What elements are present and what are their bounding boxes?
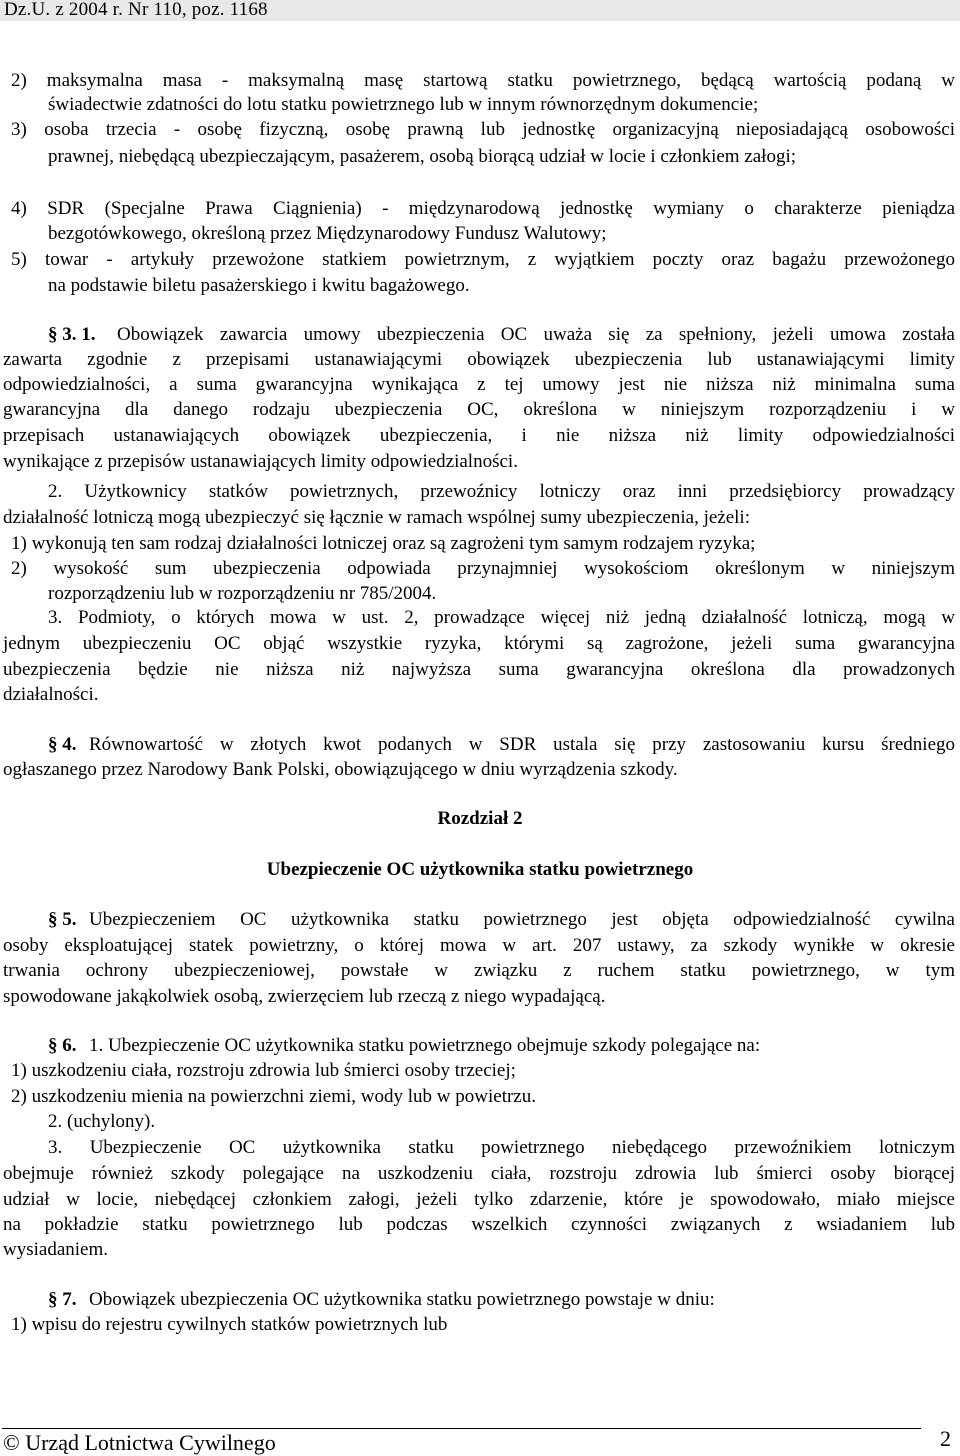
text-line: odpowiedzialności, a suma gwarancyjna wynikająca z tej umowy jest nie niższa niż minimalna suma: [3, 374, 955, 395]
text-line: ogłaszanego przez Narodowy Bank Polski, obowiązującego w dniu wyrządzenia szkody.: [3, 759, 678, 780]
text-line: ubezpieczenia będzie nie niższa niż najwyższa suma gwarancyjna określona dla prowadzonych: [3, 659, 955, 680]
chapter-title: Ubezpieczenie OC użytkownika statku powietrznego: [266, 859, 694, 880]
text-line: Ubezpieczeniem OC użytkownika statku powietrznego jest objęta odpowiedzialność cywilna: [89, 909, 955, 930]
section-number: § 7.: [48, 1289, 77, 1310]
text-line: na pokładzie statku powietrznego lub podczas wszelkich czynności związanych z wsiadaniem lub: [3, 1214, 955, 1235]
page-header: [0, 0, 960, 21]
text-line: 1) wpisu do rejestru cywilnych statków powietrznych lub: [11, 1314, 448, 1335]
text-line: na podstawie biletu pasażerskiego i kwitu bagażowego.: [48, 275, 470, 296]
text-line: 2) uszkodzeniu mienia na powierzchni ziemi, wody lub w powietrzu.: [11, 1086, 536, 1107]
text-line: 2) maksymalna masa - maksymalną masę startową statku powietrznego, będącą wartością podaną w: [11, 70, 955, 91]
text-line: Równowartość w złotych kwot podanych w SDR ustala się przy zastosowaniu kursu średniego: [89, 734, 955, 755]
section-number: § 6.: [48, 1035, 77, 1056]
text-line: 4) SDR (Specjalne Prawa Ciągnienia) - międzynarodową jednostkę wymiany o charakterze pieniądza: [11, 198, 955, 219]
text-line: działalność lotniczą mogą ubezpieczyć się łącznie w ramach wspólnej sumy ubezpieczenia, jeżeli:: [3, 507, 750, 528]
section-number: § 4.: [48, 734, 77, 755]
text-line: przepisach ustanawiających obowiązek ubezpieczenia, i nie niższa niż limity odpowiedzialności: [3, 425, 955, 446]
section-number: § 5.: [48, 909, 77, 930]
text-line: gwarancyjna dla danego rodzaju ubezpieczenia OC, określona w niniejszym rozporządzeniu i w: [3, 399, 955, 420]
section-number: § 3. 1.: [48, 324, 96, 345]
text-line: świadectwie zdatności do lotu statku powietrznego lub w innym równorzędnym dokumencie;: [48, 94, 759, 115]
text-line: wynikające z przepisów ustanawiających limity odpowiedzialności.: [3, 451, 518, 472]
text-line: 2. Użytkownicy statków powietrznych, przewoźnicy lotniczy oraz inni przedsiębiorcy prowadzący: [48, 481, 955, 502]
text-line: rozporządzeniu lub w rozporządzeniu nr 785/2004.: [48, 583, 437, 604]
header-citation: Dz.U. z 2004 r. Nr 110, poz. 1168: [4, 0, 268, 20]
text-line: spowodowane jakąkolwiek osobą, zwierzęciem lub rzeczą z niego wypadającą.: [3, 986, 606, 1007]
text-line: prawnej, niebędącą ubezpieczającym, pasażerem, osobą biorącą udział w locie i członkiem załogi;: [48, 146, 797, 167]
text-line: 5) towar - artykuły przewożone statkiem powietrznym, z wyjątkiem poczty oraz bagażu przewożonego: [11, 249, 955, 270]
text-line: obejmuje również szkody polegające na uszkodzeniu ciała, rozstroju zdrowia lub śmierci osoby biorącej: [3, 1163, 955, 1184]
text-line: wysiadaniem.: [3, 1239, 109, 1260]
text-line: 3. Ubezpieczenie OC użytkownika statku powietrznego niebędącego przewoźnikiem lotniczym: [48, 1137, 955, 1158]
text-line: działalności.: [3, 684, 99, 705]
text-line: 1. Ubezpieczenie OC użytkownika statku powietrznego obejmuje szkody polegające na:: [89, 1035, 761, 1056]
text-line: Obowiązek ubezpieczenia OC użytkownika statku powietrznego powstaje w dniu:: [89, 1289, 715, 1310]
text-line: bezgotówkowego, określoną przez Międzynarodowy Fundusz Walutowy;: [48, 223, 607, 244]
text-line: 2) wysokość sum ubezpieczenia odpowiada przynajmniej wysokościom określonym w niniejszym: [11, 558, 955, 579]
text-line: jednym ubezpieczeniu OC objąć wszystkie ryzyka, którymi są zagrożone, jeżeli suma gwarancyjna: [3, 633, 955, 654]
footer-publisher: © Urząd Lotnictwa Cywilnego: [3, 1430, 276, 1455]
text-line: 2. (uchylony).: [48, 1111, 156, 1132]
text-line: udział w locie, niebędącej członkiem załogi, jeżeli tylko zdarzenie, które je spowodowało, miało miejsce: [3, 1189, 955, 1210]
footer-rule: [2, 1428, 921, 1429]
text-line: trwania ochrony ubezpieczeniowej, powstałe w związku z ruchem statku powietrznego, w tym: [3, 960, 955, 981]
text-line: 1) wykonują ten sam rodzaj działalności lotniczej oraz są zagrożeni tym samym rodzajem ryzyka;: [11, 533, 756, 554]
text-line: 1) uszkodzeniu ciała, rozstroju zdrowia lub śmierci osoby trzeciej;: [11, 1060, 516, 1081]
chapter-heading: Rozdział 2: [437, 808, 523, 829]
page-number: 2: [940, 1426, 951, 1451]
text-line: Obowiązek zawarcia umowy ubezpieczenia OC uważa się za spełniony, jeżeli umowa została: [117, 324, 955, 345]
text-line: 3. Podmioty, o których mowa w ust. 2, prowadzące więcej niż jedną działalność lotniczą, mogą w: [48, 607, 955, 628]
text-line: zawarta zgodnie z przepisami ustanawiającymi obowiązek ubezpieczenia lub ustanawiającymi limity: [3, 349, 955, 370]
text-line: osoby eksploatującej statek powietrzny, o której mowa w art. 207 ustawy, za szkody wynikłe w okresie: [3, 935, 955, 956]
text-line: 3) osoba trzecia - osobę fizyczną, osobę prawną lub jednostkę organizacyjną nieposiadającą osobowości: [11, 119, 955, 140]
